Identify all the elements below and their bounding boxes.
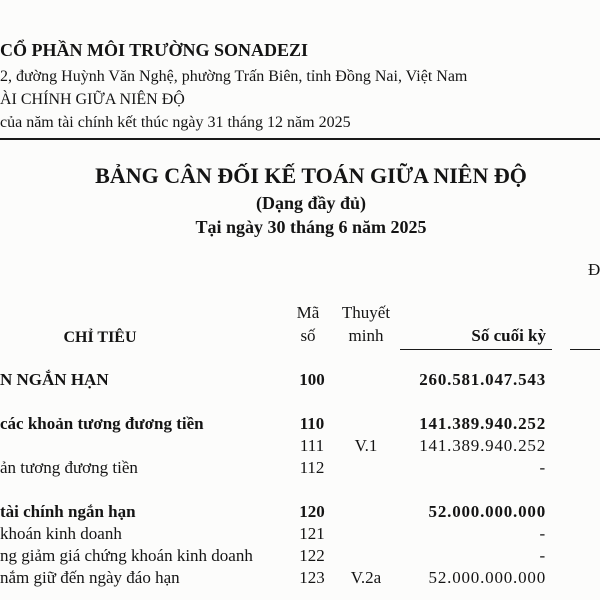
row-code: 100 bbox=[299, 370, 325, 389]
column-header-code: Mã bbox=[296, 303, 320, 322]
table-row bbox=[0, 569, 600, 589]
row-value: 141.389.940.252 bbox=[419, 414, 546, 433]
row-code: 112 bbox=[299, 458, 325, 477]
header-divider bbox=[0, 138, 600, 140]
fiscal-period: của năm tài chính kết thúc ngày 31 tháng 12 năm 2025 bbox=[0, 114, 351, 131]
table-row bbox=[0, 459, 600, 479]
row-code: 123 bbox=[299, 568, 325, 587]
column-header-closing-balance: Số cuối kỳ bbox=[471, 326, 546, 345]
column-header-underline bbox=[400, 349, 552, 350]
company-address: 2, đường Huỳnh Văn Nghệ, phường Trấn Biên, tỉnh Đồng Nai, Việt Nam bbox=[0, 68, 468, 85]
column-header-note: Thuyết bbox=[341, 303, 391, 322]
row-label: khoán kinh doanh bbox=[0, 524, 122, 543]
row-value: 141.389.940.252 bbox=[419, 436, 546, 455]
row-value: 260.581.047.543 bbox=[419, 370, 546, 389]
row-label: nắm giữ đến ngày đáo hạn bbox=[0, 568, 180, 587]
row-value: 52.000.000.000 bbox=[428, 502, 546, 521]
statement-title: BẢNG CÂN ĐỐI KẾ TOÁN GIỮA NIÊN ĐỘ bbox=[95, 163, 527, 188]
column-header-underline bbox=[570, 349, 600, 350]
row-code: 111 bbox=[299, 436, 325, 455]
row-code: 122 bbox=[299, 546, 325, 565]
row-label: các khoản tương đương tiền bbox=[0, 414, 204, 433]
report-name: ÀI CHÍNH GIỮA NIÊN ĐỘ bbox=[0, 91, 185, 108]
row-note: V.2a bbox=[350, 568, 382, 587]
table-row bbox=[0, 525, 600, 545]
statement-date: Tại ngày 30 tháng 6 năm 2025 bbox=[195, 217, 427, 237]
statement-form: (Dạng đầy đủ) bbox=[255, 193, 367, 213]
row-value: - bbox=[539, 458, 546, 477]
company-name: CỔ PHẦN MÔI TRƯỜNG SONADEZI bbox=[0, 40, 309, 60]
row-label: ản tương đương tiền bbox=[0, 458, 138, 477]
currency-unit-label: Đ bbox=[588, 260, 600, 279]
row-note: V.1 bbox=[354, 436, 378, 455]
column-header-item: CHỈ TIÊU bbox=[63, 329, 137, 346]
row-label: ng giảm giá chứng khoán kinh doanh bbox=[0, 546, 253, 565]
column-header-code: số bbox=[300, 326, 316, 345]
row-value: - bbox=[539, 546, 546, 565]
row-code: 120 bbox=[299, 502, 325, 521]
row-value: 52.000.000.000 bbox=[428, 568, 546, 587]
table-row bbox=[0, 415, 600, 435]
table-row bbox=[0, 437, 600, 457]
row-label: tài chính ngắn hạn bbox=[0, 502, 136, 521]
row-label: N NGẮN HẠN bbox=[0, 370, 109, 389]
row-value: - bbox=[539, 524, 546, 543]
table-row bbox=[0, 547, 600, 567]
table-row bbox=[0, 371, 600, 391]
table-row bbox=[0, 503, 600, 523]
column-header-note: minh bbox=[348, 326, 384, 345]
row-code: 121 bbox=[299, 524, 325, 543]
row-code: 110 bbox=[299, 414, 325, 433]
